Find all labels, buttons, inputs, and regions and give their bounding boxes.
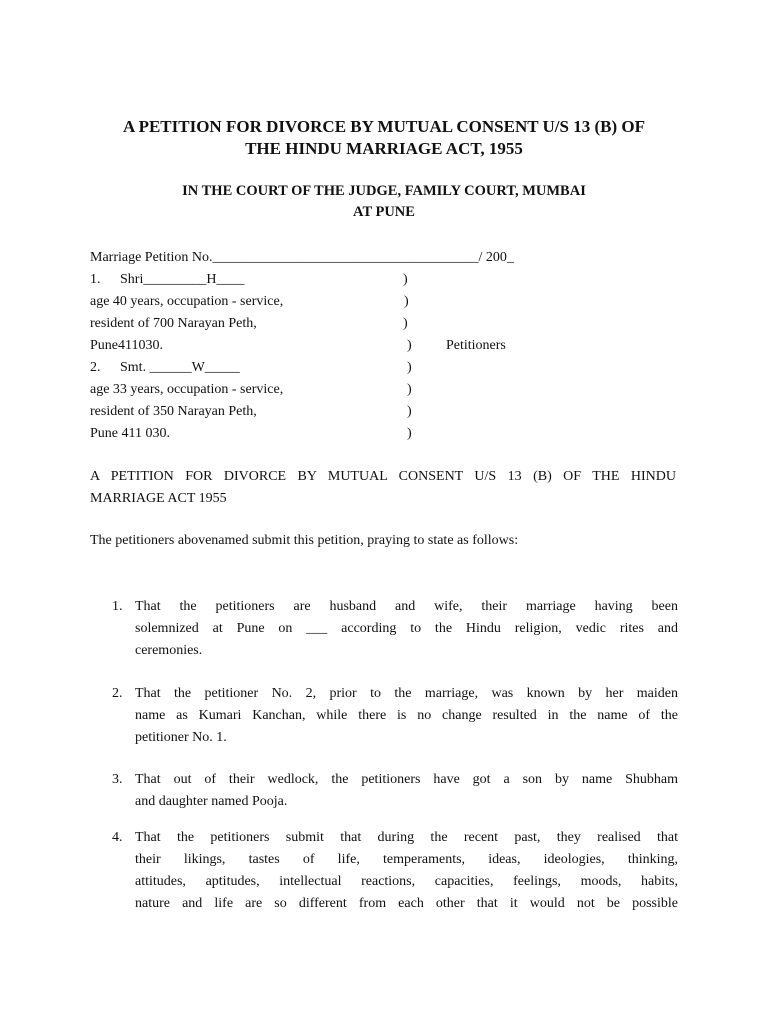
title-line-2: THE HINDU MARRIAGE ACT, 1955 [245,139,523,158]
bracket: ) [403,272,408,287]
text-line: and daughter named Pooja. [135,794,288,809]
text-line: That the petitioners submit that during the recent past, they realised that [135,830,678,845]
party-2-address: resident of 350 Narayan Peth, [90,404,257,419]
bracket: ) [407,382,412,397]
text-line: nature and life are so different from each other that it would not be possible [135,896,678,911]
title-line-1: A PETITION FOR DIVORCE BY MUTUAL CONSENT U/S 13 (B) OF [122,117,645,136]
bracket: ) [407,404,412,419]
text-line: solemnized at Pune on ___ according to the Hindu religion, vedic rites and [135,621,678,636]
list-item [112,769,678,813]
party-1-name-row [90,270,244,290]
list-item-text [135,827,678,915]
subject-line-1: A PETITION FOR DIVORCE BY MUTUAL CONSENT U/S 13 (B) OF THE HINDU [90,469,676,484]
list-marker: 1. [112,599,123,614]
party-2-age: age 33 years, occupation - service, [90,382,284,397]
bracket: ) [407,360,412,375]
text-line: name as Kumari Kanchan, while there is no change resulted in the name of the [135,708,678,723]
party-2-city: Pune 411 030. [90,426,170,441]
list-item-text [135,596,678,662]
list-item [112,827,678,915]
subject-line-2: MARRIAGE ACT 1955 [90,491,227,506]
list-item-text [135,683,678,749]
bracket: ) [403,316,408,331]
party-1-city: Pune411030. [90,338,163,353]
text-line: petitioner No. 1. [135,730,227,745]
petition-subject [90,466,676,510]
list-item [112,683,678,749]
list-item [112,596,678,662]
text-line: That the petitioners are husband and wife, their marriage having been [135,599,678,614]
text-line: their likings, tastes of life, temperaments, ideas, ideologies, thinking, [135,852,678,867]
text-line: That out of their wedlock, the petitioners have got a son by name Shubham [135,772,678,787]
text-line: ceremonies. [135,643,203,658]
party-1-age: age 40 years, occupation - service, [90,294,284,309]
list-marker: 2. [112,686,123,701]
list-item-text [135,769,678,813]
petition-number: Marriage Petition No.______________________________________/ 200_ [90,250,514,265]
party-1-number: 1. [90,272,101,287]
text-line: attitudes, aptitudes, intellectual reactions, capacities, feelings, moods, habits, [135,874,678,889]
petitioners-label: Petitioners [446,338,506,353]
document-title [60,116,708,160]
list-marker: 3. [112,772,123,787]
party-2-number: 2. [90,360,101,375]
party-1-address: resident of 700 Narayan Peth, [90,316,257,331]
list-marker: 4. [112,830,123,845]
intro-paragraph: The petitioners abovenamed submit this petition, praying to state as follows: [90,533,519,548]
bracket: ) [407,338,412,353]
party-2-name: Smt. ______W_____ [120,360,240,375]
bracket: ) [404,294,409,309]
bracket: ) [407,426,412,441]
party-1-name: Shri_________H____ [120,272,245,287]
court-line-2: AT PUNE [353,204,415,220]
party-2-name-row [90,358,240,378]
court-line-1: IN THE COURT OF THE JUDGE, FAMILY COURT, MUMBAI [182,183,586,199]
text-line: That the petitioner No. 2, prior to the marriage, was known by her maiden [135,686,678,701]
court-heading [60,181,708,223]
